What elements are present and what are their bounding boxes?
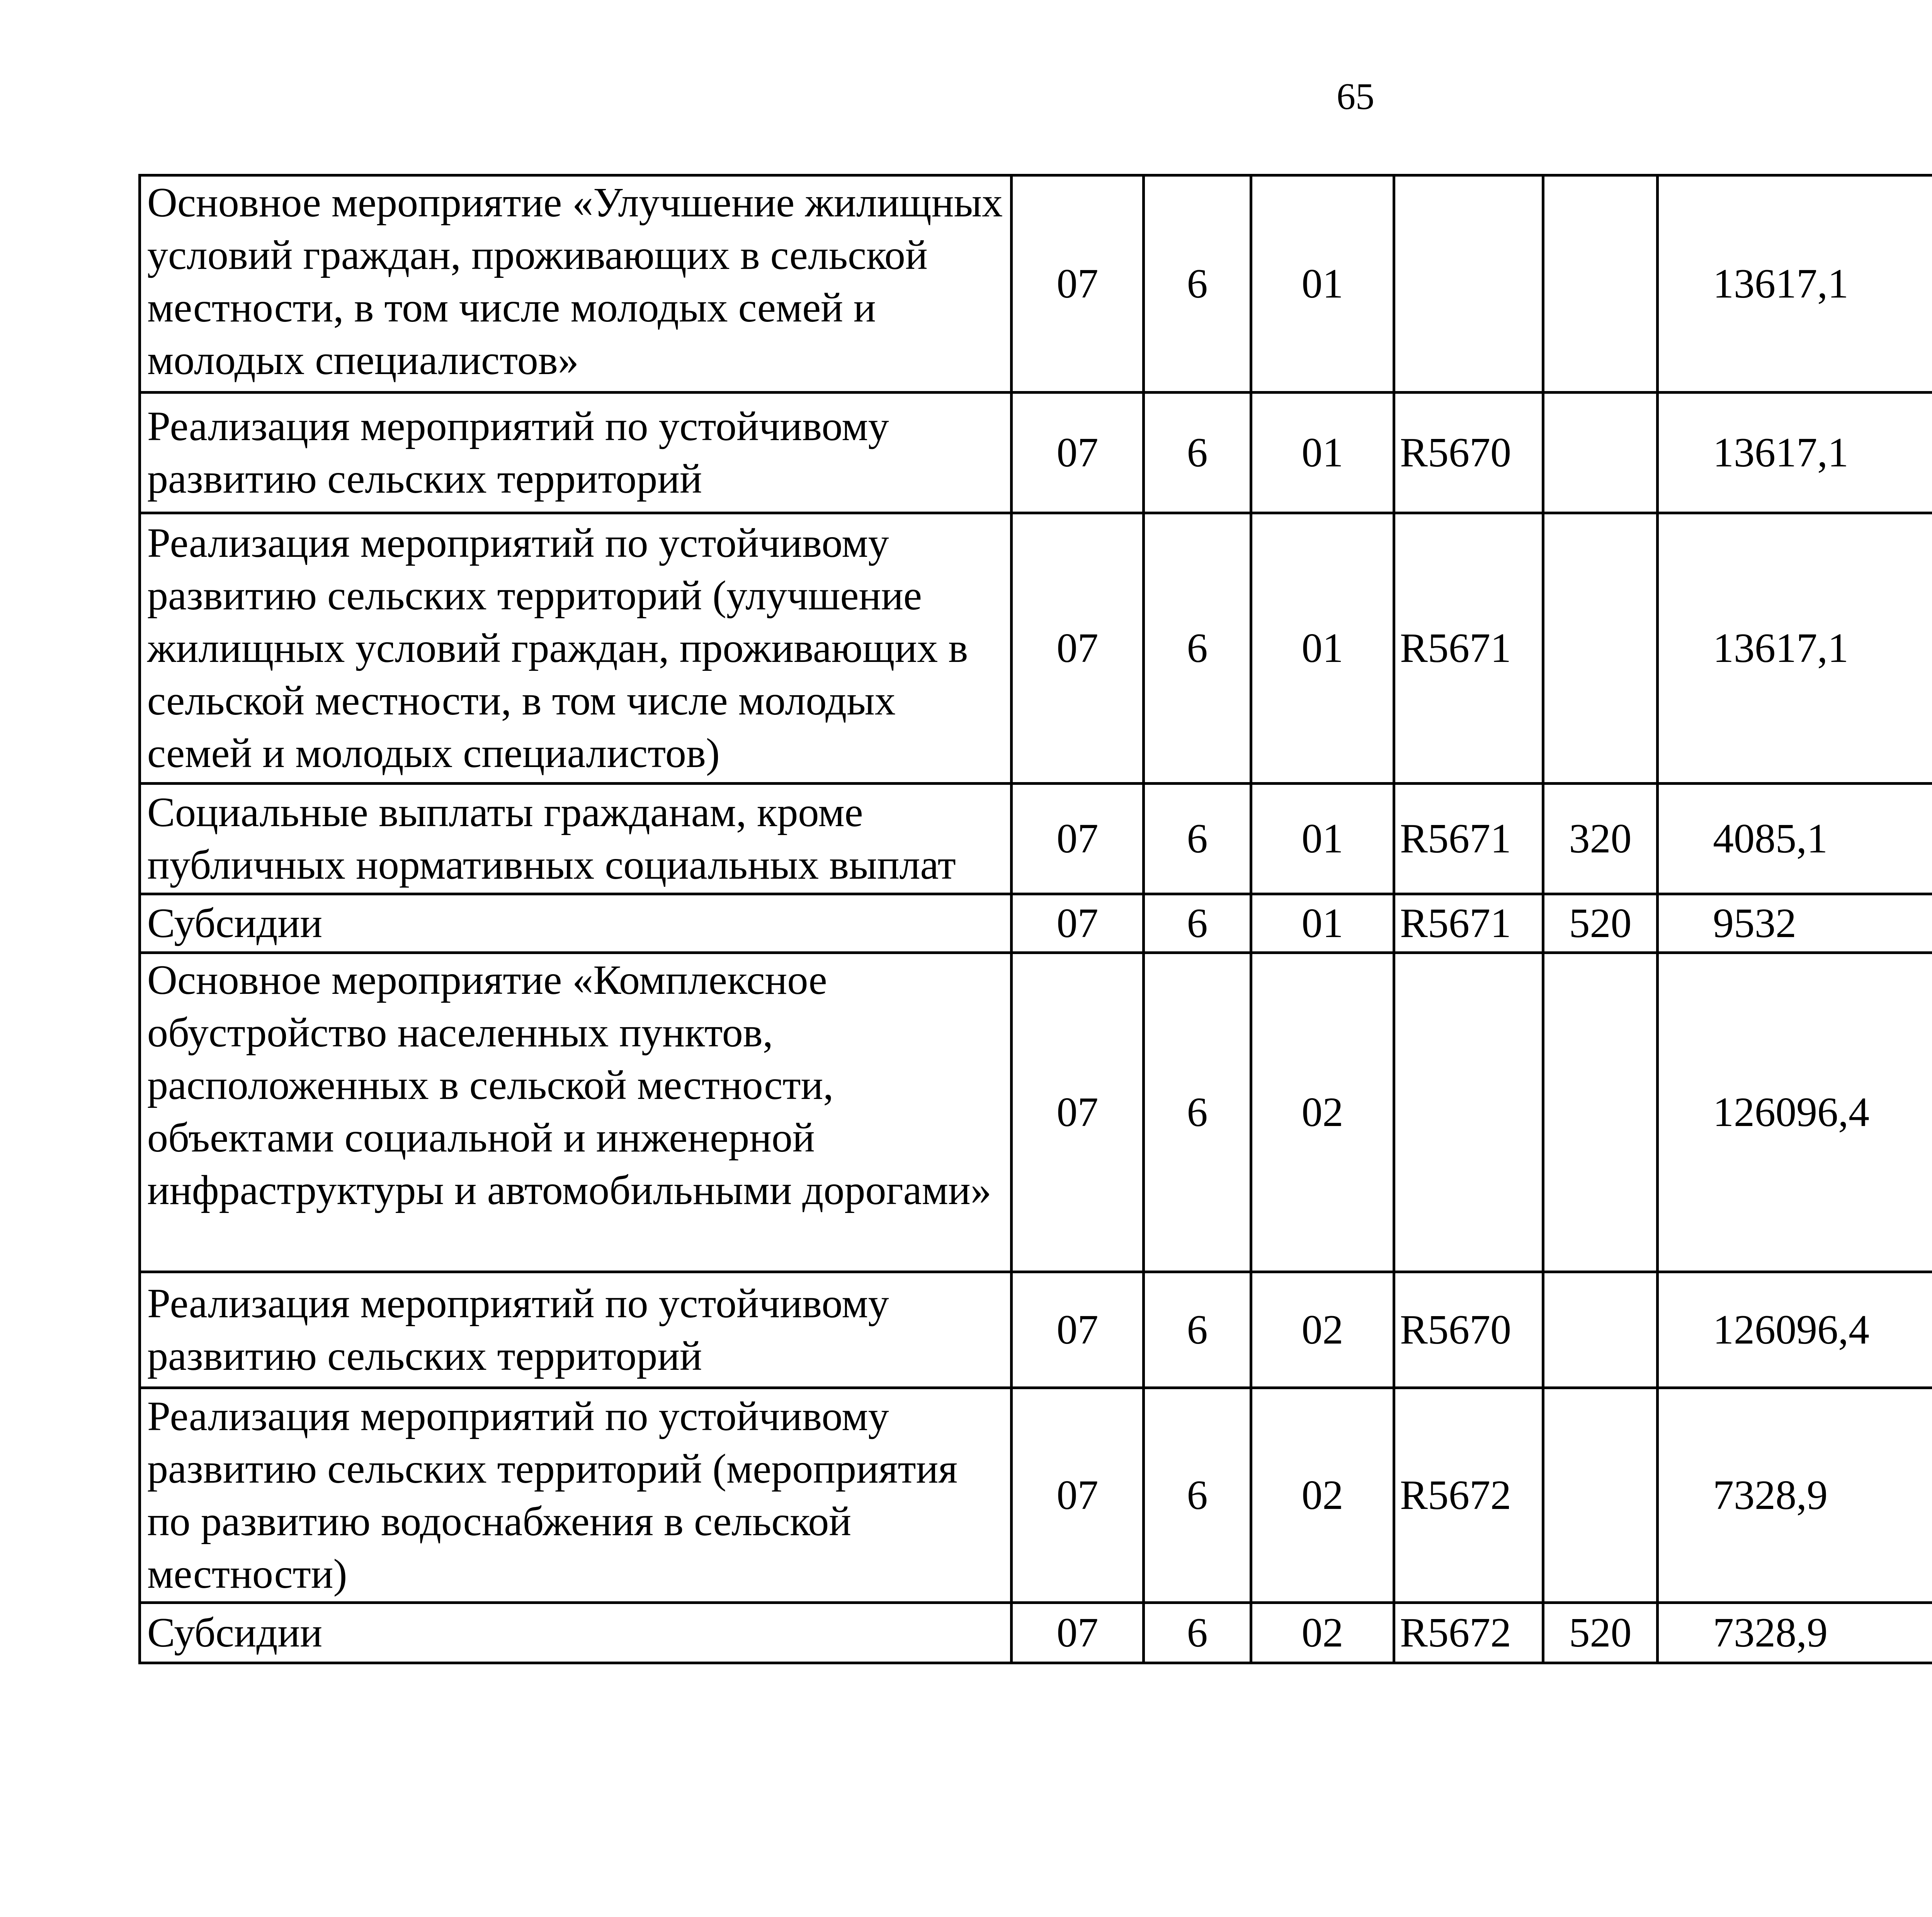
- cell-program: 6: [1144, 894, 1251, 953]
- cell-section: 07: [1012, 393, 1144, 513]
- table-row: [140, 784, 1932, 894]
- cell-subprogram: 01: [1251, 784, 1394, 894]
- table-row: [140, 393, 1932, 513]
- cell-value-year-1: 9532: [1658, 894, 1932, 953]
- cell-target-code: R5671: [1394, 784, 1543, 894]
- cell-subprogram: 02: [1251, 953, 1394, 1272]
- row-name: Субсидии: [140, 894, 1012, 953]
- row-name: Реализация мероприятий по устойчивому развитию сельских территорий (мероприятия по развитию водоснабжения в сельской местности): [140, 1388, 1012, 1603]
- cell-subprogram: 02: [1251, 1603, 1394, 1663]
- cell-subprogram: 01: [1251, 393, 1394, 513]
- row-name: Реализация мероприятий по устойчивому развитию сельских территорий (улучшение жилищных условий граждан, проживающих в сельской местности, в том числе молодых семей и молодых специалистов): [140, 513, 1012, 784]
- cell-subprogram: 02: [1251, 1388, 1394, 1603]
- cell-value-year-1: 7328,9: [1658, 1388, 1932, 1603]
- cell-section: 07: [1012, 1272, 1144, 1388]
- cell-value-year-1: 126096,4: [1658, 1272, 1932, 1388]
- cell-expense-type: 320: [1543, 784, 1658, 894]
- table-row: [140, 953, 1932, 1272]
- row-name: Субсидии: [140, 1603, 1012, 1663]
- cell-expense-type: [1543, 1272, 1658, 1388]
- cell-expense-type: [1543, 175, 1658, 393]
- table-row: [140, 175, 1932, 393]
- cell-program: 6: [1144, 1388, 1251, 1603]
- table-row: [140, 1272, 1932, 1388]
- cell-section: 07: [1012, 513, 1144, 784]
- row-name: Социальные выплаты гражданам, кроме публичных нормативных социальных выплат: [140, 784, 1012, 894]
- row-name: Основное мероприятие «Улучшение жилищных условий граждан, проживающих в сельской местности, в том числе молодых семей и молодых специалистов»: [140, 175, 1012, 393]
- cell-section: 07: [1012, 953, 1144, 1272]
- cell-value-year-1: 7328,9: [1658, 1603, 1932, 1663]
- cell-target-code: R5671: [1394, 513, 1543, 784]
- cell-section: 07: [1012, 1603, 1144, 1663]
- cell-expense-type: 520: [1543, 1603, 1658, 1663]
- cell-expense-type: [1543, 393, 1658, 513]
- row-name: Реализация мероприятий по устойчивому развитию сельских территорий: [140, 1272, 1012, 1388]
- table-row: [140, 894, 1932, 953]
- cell-target-code: R5672: [1394, 1603, 1543, 1663]
- cell-program: 6: [1144, 953, 1251, 1272]
- cell-subprogram: 01: [1251, 894, 1394, 953]
- cell-expense-type: 520: [1543, 894, 1658, 953]
- cell-target-code: [1394, 175, 1543, 393]
- table-row: [140, 1603, 1932, 1663]
- cell-program: 6: [1144, 513, 1251, 784]
- cell-section: 07: [1012, 784, 1144, 894]
- cell-subprogram: 02: [1251, 1272, 1394, 1388]
- cell-expense-type: [1543, 953, 1658, 1272]
- page-number: 65: [1337, 76, 1374, 117]
- row-name: Реализация мероприятий по устойчивому развитию сельских территорий: [140, 393, 1012, 513]
- cell-subprogram: 01: [1251, 175, 1394, 393]
- budget-table: [138, 174, 1932, 1664]
- table-row: [140, 513, 1932, 784]
- cell-value-year-1: 13617,1: [1658, 393, 1932, 513]
- cell-value-year-1: 13617,1: [1658, 513, 1932, 784]
- cell-expense-type: [1543, 513, 1658, 784]
- row-name: Основное мероприятие «Комплексное обустройство населенных пунктов, расположенных в сельской местности, объектами социальной и инженерной инфраструктуры и автомобильными дорогами»: [140, 953, 1012, 1272]
- cell-value-year-1: 13617,1: [1658, 175, 1932, 393]
- table-row: [140, 1388, 1932, 1603]
- cell-section: 07: [1012, 894, 1144, 953]
- cell-target-code: R5672: [1394, 1388, 1543, 1603]
- cell-expense-type: [1543, 1388, 1658, 1603]
- cell-value-year-1: 4085,1: [1658, 784, 1932, 894]
- cell-value-year-1: 126096,4: [1658, 953, 1932, 1272]
- cell-target-code: R5670: [1394, 1272, 1543, 1388]
- cell-program: 6: [1144, 175, 1251, 393]
- cell-program: 6: [1144, 784, 1251, 894]
- cell-program: 6: [1144, 393, 1251, 513]
- cell-target-code: [1394, 953, 1543, 1272]
- cell-target-code: R5671: [1394, 894, 1543, 953]
- cell-target-code: R5670: [1394, 393, 1543, 513]
- cell-program: 6: [1144, 1603, 1251, 1663]
- cell-section: 07: [1012, 175, 1144, 393]
- cell-section: 07: [1012, 1388, 1144, 1603]
- cell-program: 6: [1144, 1272, 1251, 1388]
- cell-subprogram: 01: [1251, 513, 1394, 784]
